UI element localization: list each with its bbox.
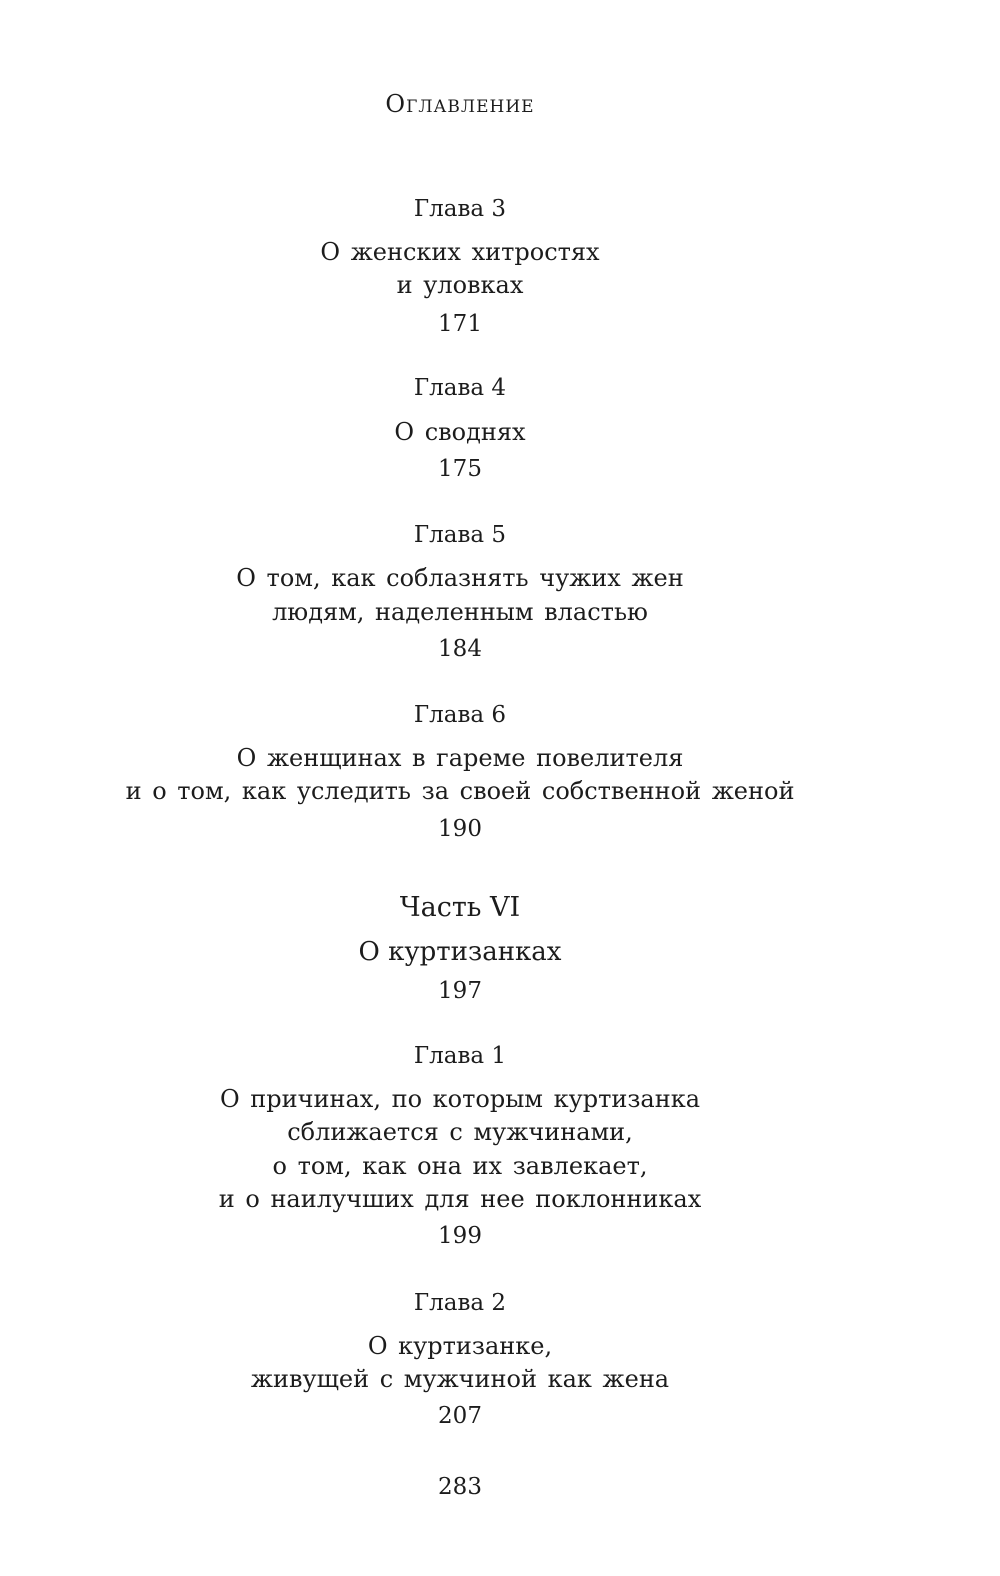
chapter-title-line: О куртизанке,: [367, 1332, 553, 1360]
chapter-label: Глава 6: [413, 702, 507, 728]
chapter-title-line: о том, как она их завлекает,: [272, 1152, 648, 1180]
chapter-title-line: О причинах, по которым куртизанка: [219, 1085, 701, 1113]
part-label: Часть VI: [399, 892, 521, 923]
chapter-label: Глава 4: [413, 375, 507, 401]
page-folio: 283: [438, 1474, 482, 1500]
chapter-title-line: О своднях: [394, 418, 526, 446]
chapter-title-line: О женщинах в гареме повелителя: [236, 744, 684, 772]
chapter-page-number: 184: [438, 636, 482, 662]
chapter-page-number: 171: [438, 311, 482, 337]
chapter-label: Глава 1: [413, 1043, 507, 1069]
chapter-page-number: 199: [438, 1223, 482, 1249]
chapter-label: Глава 2: [413, 1290, 507, 1316]
chapter-title-line: и о наилучших для нее поклонниках: [218, 1185, 702, 1213]
chapter-page-number: 190: [438, 816, 482, 842]
part-title-line: О куртизанках: [358, 937, 562, 967]
chapter-title-line: сближается с мужчинами,: [287, 1118, 633, 1146]
chapter-page-number: 175: [438, 456, 482, 482]
chapter-title-line: О том, как соблазнять чужих жен: [236, 564, 684, 592]
chapter-title-line: О женских хитростях: [320, 238, 600, 266]
running-head: Оглавление: [385, 90, 535, 118]
chapter-label: Глава 3: [413, 196, 507, 222]
chapter-label: Глава 5: [413, 522, 507, 548]
chapter-page-number: 207: [438, 1403, 482, 1429]
part-page-number: 197: [438, 978, 482, 1004]
chapter-title-line: и уловках: [396, 271, 524, 299]
chapter-title-line: и о том, как уследить за своей собственной женой: [125, 777, 795, 805]
chapter-title-line: людям, наделенным властью: [272, 598, 648, 626]
chapter-title-line: живущей с мужчиной как жена: [250, 1365, 670, 1393]
